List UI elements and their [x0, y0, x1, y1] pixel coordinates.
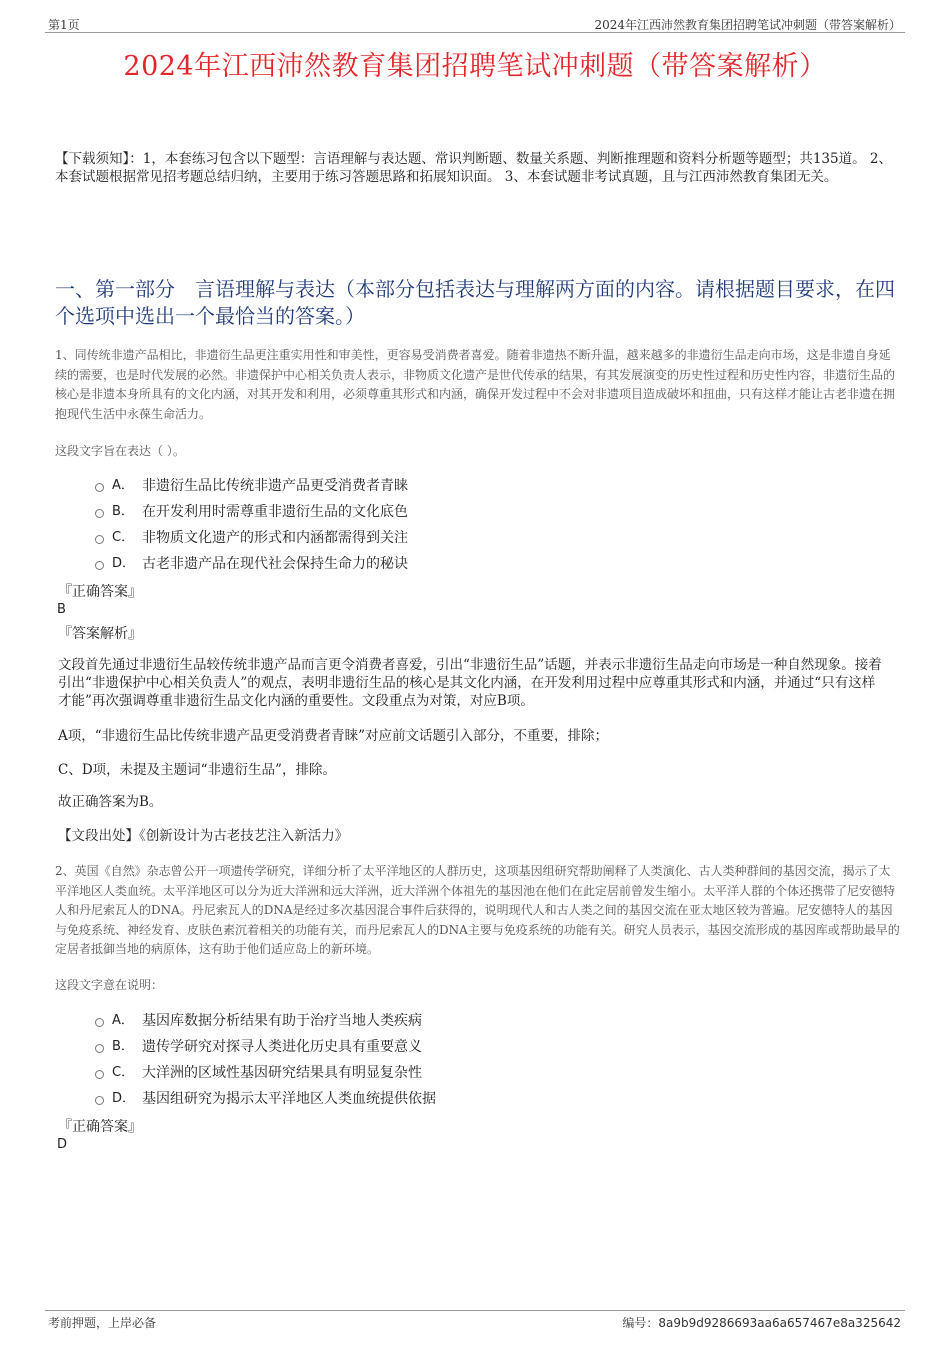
q1-analysis-conclusion: 故正确答案为B。	[58, 794, 163, 810]
footer-code: 编号：8a9b9d9286693aa6a657467e8a325642	[622, 1316, 901, 1330]
q2-answer-label: 『正确答案』	[58, 1119, 142, 1135]
download-notice: 【下载须知】：1，本套练习包含以下题型：言语理解与表达题、常识判断题、数量关系题、判断推理题和资料分析题等题型；共135道。 2、本套试题根据常见招考题总结归纳，主要用于练习答题思路和拓展知识面。 3、本套试题非考试真题，且与江西沛然教育集团无关。	[55, 151, 892, 185]
radio-button-icon[interactable]	[95, 535, 104, 544]
q1-source: 【文段出处】《创新设计为古老技艺注入新活力》	[58, 828, 349, 844]
section-title: 一、第一部分 言语理解与表达（本部分包括表达与理解两方面的内容。请根据题目要求，在四个选项中选出一个最恰当的答案。）	[55, 277, 895, 328]
radio-button-icon[interactable]	[95, 561, 104, 570]
page-number: 第1页	[48, 18, 80, 32]
q1-analysis-option-a: A项，“非遗衍生品比传统非遗产品更受消费者青睐”对应前文话题引入部分，不重要，排除；	[58, 728, 609, 744]
q2-prompt: 这段文字意在说明：	[55, 978, 164, 992]
q2-option-a[interactable]: A． 基因库数据分析结果有助于治疗当地人类疾病	[95, 1008, 795, 1034]
q2-options	[95, 1008, 795, 1112]
q2-answer: D	[57, 1137, 68, 1152]
q1-option-a[interactable]: A． 非遗衍生品比传统非遗产品更受消费者青睐	[95, 473, 795, 499]
q1-answer: B	[57, 602, 66, 617]
q1-passage: 1、同传统非遗产品相比，非遗衍生品更注重实用性和审美性，更容易受消费者喜爱。随着非遗热不断升温，越来越多的非遗衍生品走向市场，这是非遗自身延续的需要，也是时代发展的必然。非遗保护中心相关负责人表示，非物质文化遗产是世代传承的结果，有其发展演变的历史性过程和历史性内容，非遗衍生品的核心是非遗本身所具有的文化内涵，对其开发和利用，必须尊重其形式和内涵，确保开发过程中不会对非遗项目造成破坏和扭曲，只有这样才能让古老非遗在拥抱现代生活中永葆生命活力。	[55, 348, 896, 421]
q1-option-c[interactable]: C． 非物质文化遗产的形式和内涵都需得到关注	[95, 525, 795, 551]
page-footer	[45, 1310, 905, 1331]
header-doc-title: 2024年江西沛然教育集团招聘笔试冲刺题（带答案解析）	[594, 18, 901, 32]
q1-prompt: 这段文字旨在表达（ ）。	[55, 444, 185, 458]
q1-options	[95, 473, 795, 577]
q1-analysis-option-cd: C、D项，未提及主题词“非遗衍生品”，排除。	[58, 762, 336, 778]
radio-button-icon[interactable]	[95, 1096, 104, 1105]
document-title: 2024年江西沛然教育集团招聘笔试冲刺题（带答案解析）	[123, 51, 827, 82]
radio-button-icon[interactable]	[95, 1070, 104, 1079]
q2-option-d[interactable]: D． 基因组研究为揭示太平洋地区人类血统提供依据	[95, 1086, 795, 1112]
q1-answer-label: 『正确答案』	[58, 584, 142, 600]
radio-button-icon[interactable]	[95, 483, 104, 492]
q1-analysis-paragraph: 文段首先通过非遗衍生品较传统非遗产品而言更令消费者喜爱，引出“非遗衍生品”话题，并表示非遗衍生品走向市场是一种自然现象。接着引出“非遗保护中心相关负责人”的观点，表明非遗衍生品的核心是其文化内涵，在开发利用过程中应尊重其形式和内涵，并通过“只有这样才能”再次强调尊重非遗衍生品文化内涵的重要性。文段重点为对策，对应B项。	[58, 657, 882, 709]
radio-button-icon[interactable]	[95, 1018, 104, 1027]
q1-option-d[interactable]: D． 古老非遗产品在现代社会保持生命力的秘诀	[95, 551, 795, 577]
q2-option-b[interactable]: B． 遗传学研究对探寻人类进化历史具有重要意义	[95, 1034, 795, 1060]
q2-option-c[interactable]: C． 大洋洲的区域性基因研究结果具有明显复杂性	[95, 1060, 795, 1086]
radio-button-icon[interactable]	[95, 509, 104, 518]
q1-option-b[interactable]: B． 在开发利用时需尊重非遗衍生品的文化底色	[95, 499, 795, 525]
footer-slogan: 考前押题，上岸必备	[48, 1316, 157, 1330]
q2-passage: 2、英国《自然》杂志曾公开一项遗传学研究，详细分析了太平洋地区的人群历史，这项基因组研究帮助阐释了人类演化、古人类种群间的基因交流，揭示了太平洋地区人类血统。太平洋地区可以分为近大洋洲和远大洋洲，近大洋洲个体祖先的基因池在他们在此定居前曾发生缩小。太平洋人群的个体还携带了尼安德特人和丹尼索瓦人的DNA。丹尼索瓦人的DNA是经过多次基因混合事件后获得的，说明现代人和古人类之间的基因交流在亚太地区较为普遍。尼安德特人的基因与免疫系统、神经发育、皮肤色素沉着相关的功能有关，而丹尼索瓦人的DNA主要与免疫系统的功能有关。研究人员表示，基因交流形成的基因库或帮助最早的定居者抵御当地的病原体，这有助于他们适应岛上的新环境。	[55, 864, 900, 956]
radio-button-icon[interactable]	[95, 1044, 104, 1053]
q1-analysis-label: 『答案解析』	[58, 626, 142, 642]
page-header	[45, 14, 905, 33]
